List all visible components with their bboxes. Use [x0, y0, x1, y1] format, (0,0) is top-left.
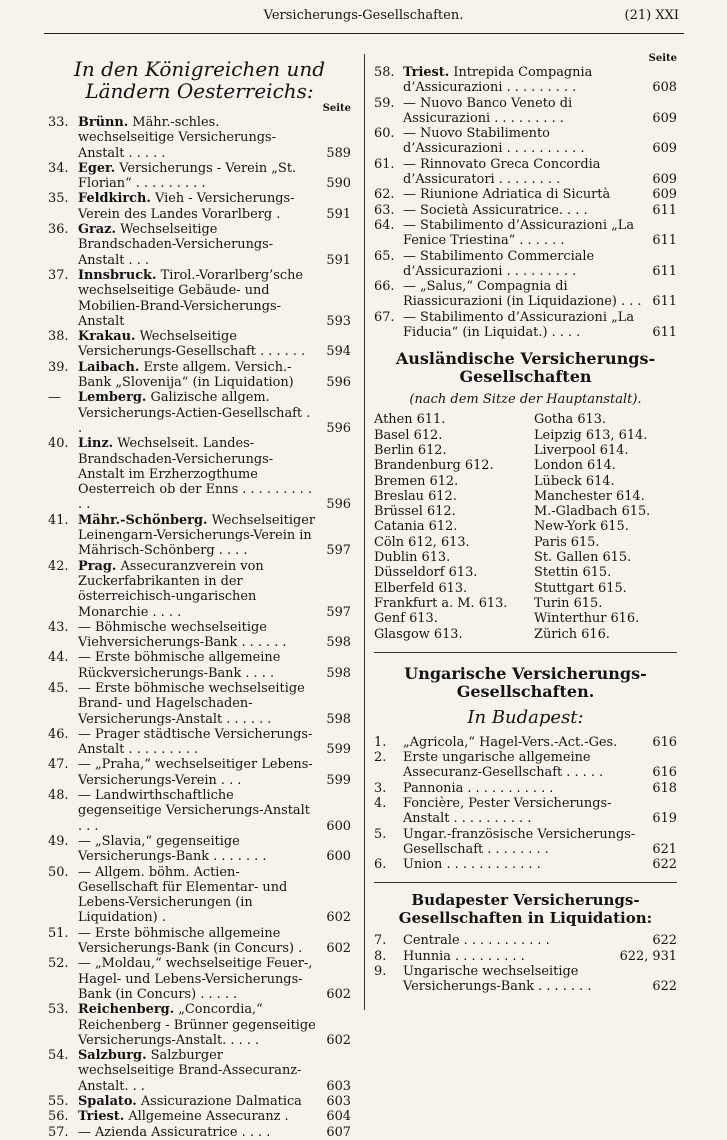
entry-page: 591 [326, 252, 351, 268]
section-divider-2 [374, 882, 677, 883]
entry-page: 598 [326, 711, 351, 727]
list-item [374, 126, 677, 157]
entry-number: 42. [48, 558, 69, 574]
entry-text [374, 857, 643, 872]
entry-text [374, 796, 643, 827]
entry-text [374, 933, 643, 948]
entry-number: 59. [374, 95, 395, 111]
entry-text [374, 949, 643, 964]
entry-number: 7. [374, 933, 387, 949]
entry-description: Galizische allgem. Versicherungs-Actien-Gesellschaft . . [78, 390, 311, 436]
entry-page: 603 [326, 1094, 351, 1109]
entry-text [48, 681, 317, 727]
entry-description: — Stabilimento Commerciale d’Assicurazioni . . . . . . . . . [403, 248, 595, 279]
city-entry: Bremen 612. [374, 473, 459, 489]
entry-number: 1. [374, 734, 387, 750]
list-item [48, 620, 351, 651]
list-item [48, 329, 351, 360]
city-entry: Genf 613. [374, 611, 438, 627]
entry-text [48, 268, 317, 329]
entry-description: — Erste böhmische allgemeine Rückversicherungs-Bank . . . . [78, 650, 281, 681]
city-entry: Düsseldorf 613. [374, 565, 478, 581]
entry-page: 590 [326, 176, 351, 192]
entry-number: 46. [48, 726, 69, 742]
city-entry: Brandenburg 612. [374, 458, 494, 474]
list-item [48, 1048, 351, 1094]
entry-description: Intrepida Compagnia d’Assicurazioni . . . . . . . . . [403, 65, 593, 96]
entry-description: — Allgem. böhm. Actien-Gesellschaft für Elementar- und Lebens-Versicherungen (in Liquidation) . [78, 864, 288, 926]
entry-place: Laibach. [78, 359, 140, 375]
city-entry: London 614. [534, 458, 616, 474]
entry-place: Spalato. [78, 1094, 137, 1109]
city-entry: Lübeck 614. [534, 473, 615, 489]
left-entry-list [48, 115, 351, 1140]
entry-place: Brünn. [78, 115, 129, 130]
list-item [48, 727, 351, 758]
list-item [48, 559, 351, 620]
entry-description: — Erste böhmische allgemeine Versicherungs-Bank (in Concurs) . [78, 925, 303, 957]
entry-description: Centrale . . . . . . . . . . . [403, 933, 550, 949]
city-entry: Glasgow 613. [374, 626, 463, 642]
entry-page: 621 [652, 841, 677, 857]
entry-text [48, 620, 317, 651]
city-entry: St. Gallen 615. [534, 550, 632, 566]
entry-number: 64. [374, 217, 395, 233]
entry-description: Pannonia . . . . . . . . . . . [403, 780, 554, 796]
city-entry: Dublin 613. [374, 550, 451, 566]
list-item [48, 788, 351, 834]
entry-text [48, 1002, 317, 1048]
entry-number: 53. [48, 1002, 69, 1018]
list-item [48, 513, 351, 559]
list-item [374, 781, 677, 796]
entry-page: 596 [326, 497, 351, 513]
entry-number: 40. [48, 436, 69, 452]
entry-number: 48. [48, 788, 69, 804]
entry-description: — Rinnovato Greca Concordia d’Assicuratori . . . . . . . . [403, 156, 601, 188]
entry-place: Triest. [403, 65, 450, 80]
entry-text [374, 735, 643, 750]
left-caption: In den Königreichen und Ländern Oesterreichs: [73, 57, 326, 103]
list-item [374, 933, 677, 948]
entry-description: — Stabilimento d’Assicurazioni „La Fenice Triestina“ . . . . . . [403, 217, 634, 249]
entry-description: Wechselseitige Versicherungs-Gesellschaft . . . . . . [78, 329, 306, 360]
list-item [374, 218, 677, 249]
entry-description: Mähr.-schles. wechselseitige Versicherungs-Anstalt . . . . . [78, 115, 276, 161]
cities-left [374, 412, 534, 641]
entry-number: 63. [374, 202, 395, 218]
left-column [48, 58, 351, 1140]
city-entry: Gotha 613. [534, 412, 607, 428]
entry-page: 594 [326, 344, 351, 360]
entry-description: Wechselseitige Brandschaden-Versicherungs-Anstalt . . . [78, 222, 274, 268]
entry-page: 593 [326, 313, 351, 329]
entry-page: 599 [326, 742, 351, 758]
entry-place: Reichenberg. [78, 1002, 175, 1018]
entry-place: Salzburg. [78, 1048, 147, 1064]
list-item [48, 1109, 351, 1124]
entry-page: 611 [652, 233, 677, 249]
entry-page: 622 [652, 933, 677, 949]
city-entry: Winterthur 616. [534, 611, 640, 627]
list-item [48, 436, 351, 512]
entry-text [48, 390, 317, 436]
entry-description: Foncière, Pester Versicherungs-Anstalt . . . . . . . . . . [403, 795, 612, 827]
entry-page: 598 [326, 665, 351, 681]
entry-number: 67. [374, 309, 395, 325]
list-item [48, 650, 351, 681]
cities-right [534, 412, 677, 641]
entry-description: — Erste böhmische wechselseitige Brand- und Hagelschaden-Versicherungs-Anstalt . . . . . . [78, 680, 305, 727]
list-item [374, 187, 677, 202]
list-item [48, 268, 351, 329]
entry-page: 609 [652, 110, 677, 126]
entry-description: — Stabilimento d’Assicurazioni „La Fiducia“ (in Liquidat.) . . . . [403, 309, 634, 341]
entry-description: — Nuovo Banco Veneto di Assicurazioni . . . . . . . . . [403, 95, 573, 126]
list-item [48, 1094, 351, 1109]
list-item [48, 191, 351, 222]
entry-page: 596 [326, 375, 351, 391]
entry-description: Vieh - Versicherungs-Verein des Landes Vorarlberg . [78, 191, 295, 222]
list-item [48, 926, 351, 957]
entry-description: Tirol.-Vorarlberg’sche wechselseitige Gebäude- und Mobilien-Brand-Versicherungs-Anstalt [78, 267, 304, 329]
entry-description: — Azienda Assicuratrice . . . . [78, 1124, 271, 1140]
entry-text [374, 279, 643, 310]
foreign-cities [374, 412, 677, 641]
entry-page: 611 [652, 202, 677, 218]
entry-page: 598 [326, 635, 351, 651]
list-item [48, 1125, 351, 1140]
entry-number: 6. [374, 857, 387, 873]
entry-number: 58. [374, 65, 395, 80]
entry-number: 47. [48, 757, 69, 773]
city-entry: Elberfeld 613. [374, 580, 468, 596]
entry-page: 609 [652, 187, 677, 203]
entry-text [48, 559, 317, 620]
entry-text [374, 157, 643, 188]
entry-number: 49. [48, 833, 69, 849]
column-divider [364, 54, 365, 1010]
entry-description: Ungarische wechselseitige Versicherungs-Bank . . . . . . . [403, 964, 592, 995]
list-item [374, 796, 677, 827]
list-item [374, 203, 677, 218]
entry-text [374, 218, 643, 249]
liquidation-entry-list [374, 933, 677, 994]
entry-text [48, 727, 317, 758]
entry-number: 45. [48, 680, 69, 696]
entry-page: 597 [326, 604, 351, 620]
list-item [48, 681, 351, 727]
entry-text [48, 222, 317, 268]
city-entry: New-York 615. [534, 519, 629, 535]
entry-page: 608 [652, 80, 677, 96]
entry-page: 600 [326, 849, 351, 865]
entry-page: 603 [326, 1078, 351, 1094]
entry-number: 3. [374, 780, 387, 796]
entry-text [48, 834, 317, 865]
city-entry: Basel 612. [374, 427, 443, 443]
entry-description: — „Praha,“ wechselseitiger Lebens-Versicherungs-Verein . . . [78, 757, 313, 788]
city-entry: Leipzig 613, 614. [534, 427, 648, 443]
entry-text [48, 115, 317, 161]
entry-text [374, 964, 643, 995]
entry-description: Assecuranzverein von Zuckerfabrikanten in der österreichisch-ungarischen Monarchie . . . . [78, 558, 264, 620]
list-item [48, 390, 351, 436]
list-item [374, 96, 677, 127]
entry-place: Triest. [78, 1109, 125, 1125]
header-rule [44, 33, 684, 34]
entry-text [374, 187, 643, 202]
entry-page: 609 [652, 172, 677, 188]
entry-number: 34. [48, 160, 69, 176]
entry-place: Krakau. [78, 329, 136, 345]
list-item [374, 157, 677, 188]
entry-number: — [48, 390, 61, 406]
entry-text [48, 191, 317, 222]
city-entry: Liverpool 614. [534, 442, 629, 458]
list-item [48, 757, 351, 788]
list-item [48, 865, 351, 926]
list-item [374, 310, 677, 341]
liquidation-section-title: Budapester Versicherungs-Gesellschaften in Liquidation: [398, 891, 653, 928]
entry-place: Eger. [78, 160, 116, 176]
entry-description: „Concordia,“ Reichenberg - Brünner gegenseitige Versicherungs-Anstalt. . . . . [78, 1002, 316, 1048]
entry-description: Wechselseitiger Leinengarn-Versicherungs-Verein in Mährisch-Schönberg . . . . [78, 512, 315, 559]
entry-number: 60. [374, 126, 395, 142]
entry-number: 38. [48, 329, 69, 345]
left-seite-label: Seite [322, 103, 351, 114]
city-entry: Zürich 616. [534, 626, 610, 642]
list-item [374, 827, 677, 858]
entry-text [48, 757, 317, 788]
city-entry: Paris 615. [534, 534, 600, 550]
entry-page: 599 [326, 772, 351, 788]
entry-text [48, 1109, 317, 1124]
list-item [48, 360, 351, 391]
entry-text [48, 956, 317, 1002]
entry-text [48, 1094, 317, 1109]
running-header [0, 8, 727, 30]
entry-place: Linz. [78, 436, 114, 452]
list-item [48, 834, 351, 865]
city-entry: M.-Gladbach 615. [534, 504, 651, 520]
city-entry: Breslau 612. [374, 488, 457, 504]
entry-number: 37. [48, 267, 69, 283]
entry-text [48, 436, 317, 512]
entry-text [48, 650, 317, 681]
list-item [374, 964, 677, 995]
entry-text [48, 161, 317, 192]
list-item [374, 750, 677, 781]
entry-page: 616 [652, 734, 677, 750]
entry-page: 611 [652, 294, 677, 310]
right-column [374, 53, 677, 995]
city-entry: Turin 615. [534, 595, 603, 611]
entry-description: Versicherungs - Verein „St. Florian“ . . . . . . . . . [78, 160, 297, 192]
entry-text [374, 827, 643, 858]
city-entry: Cöln 612, 613. [374, 534, 470, 550]
entry-number: 57. [48, 1124, 69, 1140]
entry-description: — Landwirthschaftliche gegenseitige Versicherungs-Anstalt . . . [78, 788, 310, 834]
entry-description: Allgemeine Assecuranz . [128, 1109, 289, 1125]
list-item [48, 161, 351, 192]
entry-place: Prag. [78, 558, 117, 574]
list-item [374, 279, 677, 310]
list-item [48, 115, 351, 161]
entry-page: 609 [652, 141, 677, 157]
entry-page: 600 [326, 818, 351, 834]
entry-text [48, 1125, 317, 1140]
entry-description: — Società Assicuratrice. . . . [403, 202, 588, 218]
entry-text [374, 203, 643, 218]
list-item [48, 222, 351, 268]
entry-number: 65. [374, 248, 395, 264]
entry-text [374, 249, 643, 280]
list-item [48, 956, 351, 1002]
foreign-section-subtitle: (nach dem Sitze der Hauptanstalt). [409, 392, 642, 408]
entry-page: 618 [652, 780, 677, 796]
entry-description: — Prager städtische Versicherungs-Anstalt . . . . . . . . . [78, 726, 313, 758]
city-entry: Frankfurt a. M. 613. [374, 595, 508, 611]
entry-number: 44. [48, 650, 69, 666]
entry-number: 41. [48, 512, 69, 528]
entry-page: 616 [652, 765, 677, 781]
entry-number: 33. [48, 115, 69, 130]
entry-page: 597 [326, 543, 351, 559]
entry-description: Hunnia . . . . . . . . . [403, 948, 525, 964]
entry-place: Mähr.-Schönberg. [78, 512, 208, 528]
entry-text [48, 865, 317, 926]
list-item [48, 1002, 351, 1048]
list-item [374, 949, 677, 964]
entry-number: 4. [374, 795, 387, 811]
city-entry: Catania 612. [374, 519, 458, 535]
hungary-section-title: Ungarische Versicherungs-Gesellschaften. [404, 663, 647, 701]
entry-text [48, 788, 317, 834]
entry-number: 54. [48, 1048, 69, 1064]
list-item [374, 249, 677, 280]
entry-page: 622, 931 [619, 948, 677, 964]
entry-page: 604 [326, 1109, 351, 1125]
foreign-section-title: Ausländische Versicherungs-Gesellschaften [395, 349, 656, 387]
entry-page: 622 [652, 979, 677, 995]
entry-number: 66. [374, 279, 395, 295]
entry-page: 607 [326, 1124, 351, 1140]
entry-description: Assicurazione Dalmatica [140, 1094, 302, 1109]
entry-description: Salzburger wechselseitige Brand-Assecuranz-Anstalt. . . [78, 1048, 302, 1094]
entry-number: 52. [48, 956, 69, 972]
entry-page: 611 [652, 325, 677, 341]
entry-page: 602 [326, 910, 351, 926]
entry-number: 2. [374, 750, 387, 766]
entry-text [48, 329, 317, 360]
entry-text [48, 926, 317, 957]
entry-number: 35. [48, 191, 69, 207]
entry-number: 36. [48, 222, 69, 238]
entry-number: 61. [374, 156, 395, 172]
entry-number: 5. [374, 826, 387, 842]
city-entry: Athen 611. [374, 412, 446, 428]
section-divider [374, 652, 677, 653]
entry-place: Graz. [78, 222, 116, 238]
entry-description: — „Moldau,“ wechselseitige Feuer-, Hagel- und Lebens-Versicherungs-Bank (in Concurs) . . . . . [78, 956, 313, 1002]
list-item [374, 735, 677, 750]
entry-description: — „Slavia,“ gegenseitige Versicherungs-Bank . . . . . . . [78, 833, 267, 865]
entry-description: Erste allgem. Versich.-Bank „Slovenija“ (in Liquidation) [78, 359, 294, 391]
entry-text [374, 310, 643, 341]
entry-number: 8. [374, 948, 387, 964]
entry-description: „Agricola,“ Hagel-Vers.-Act.-Ges. [403, 734, 618, 750]
right-seite-label: Seite [648, 53, 677, 64]
entry-description: Erste ungarische allgemeine Assecuranz-Gesellschaft . . . . . [403, 750, 604, 781]
entry-number: 55. [48, 1094, 69, 1109]
entry-description: — Böhmische wechselseitige Viehversicherungs-Bank . . . . . . [78, 619, 287, 651]
entry-page: 611 [652, 263, 677, 279]
entry-page: 622 [652, 857, 677, 873]
entry-page: 591 [326, 206, 351, 222]
entry-text [48, 1048, 317, 1094]
entry-number: 50. [48, 864, 69, 880]
entry-number: 39. [48, 359, 69, 375]
entry-text [374, 781, 643, 796]
entry-text [48, 360, 317, 391]
header-page-number: (21) XXI [624, 8, 679, 23]
entry-page: 596 [326, 420, 351, 436]
entry-text [374, 126, 643, 157]
entry-page: 602 [326, 1032, 351, 1048]
entry-text [374, 750, 643, 781]
entry-place: Lemberg. [78, 390, 147, 406]
header-title: Versicherungs-Gesellschaften. [263, 8, 464, 23]
entry-page: 619 [652, 811, 677, 827]
entry-place: Innsbruck. [78, 267, 157, 283]
entry-description: Ungar.-französische Versicherungs-Gesellschaft . . . . . . . . [403, 826, 636, 857]
city-entry: Berlin 612. [374, 442, 447, 458]
entry-place: Feldkirch. [78, 191, 151, 207]
list-item [374, 857, 677, 872]
entry-text [374, 96, 643, 127]
city-entry: Manchester 614. [534, 488, 645, 504]
entry-text [48, 513, 317, 559]
entry-description: — „Salus,“ Compagnia di Riassicurazioni (in Liquidazione) . . . [403, 279, 642, 310]
right-entry-list [374, 65, 677, 340]
hungary-section-subtitle: In Budapest: [467, 706, 584, 728]
city-entry: Brüssel 612. [374, 504, 456, 520]
entry-description: — Riunione Adriatica di Sicurtà [403, 187, 611, 203]
entry-number: 51. [48, 925, 69, 941]
entry-description: Union . . . . . . . . . . . . [403, 857, 541, 873]
entry-description: Wechselseit. Landes-Brandschaden-Versicherungs-Anstalt im Erzherzogthume Oesterreich ob der Enns . . . . . . . . . . . [78, 436, 312, 513]
entry-text [374, 65, 643, 96]
hungary-entry-list [374, 735, 677, 873]
city-entry: Stuttgart 615. [534, 580, 627, 596]
city-entry: Stettin 615. [534, 565, 612, 581]
entry-page: 602 [326, 941, 351, 957]
entry-number: 43. [48, 619, 69, 635]
entry-page: 602 [326, 986, 351, 1002]
entry-number: 62. [374, 187, 395, 203]
entry-number: 9. [374, 964, 387, 980]
entry-page: 589 [326, 145, 351, 161]
entry-description: — Nuovo Stabilimento d’Assicurazioni . . . . . . . . . . [403, 126, 585, 157]
entry-number: 56. [48, 1109, 69, 1125]
list-item [374, 65, 677, 96]
